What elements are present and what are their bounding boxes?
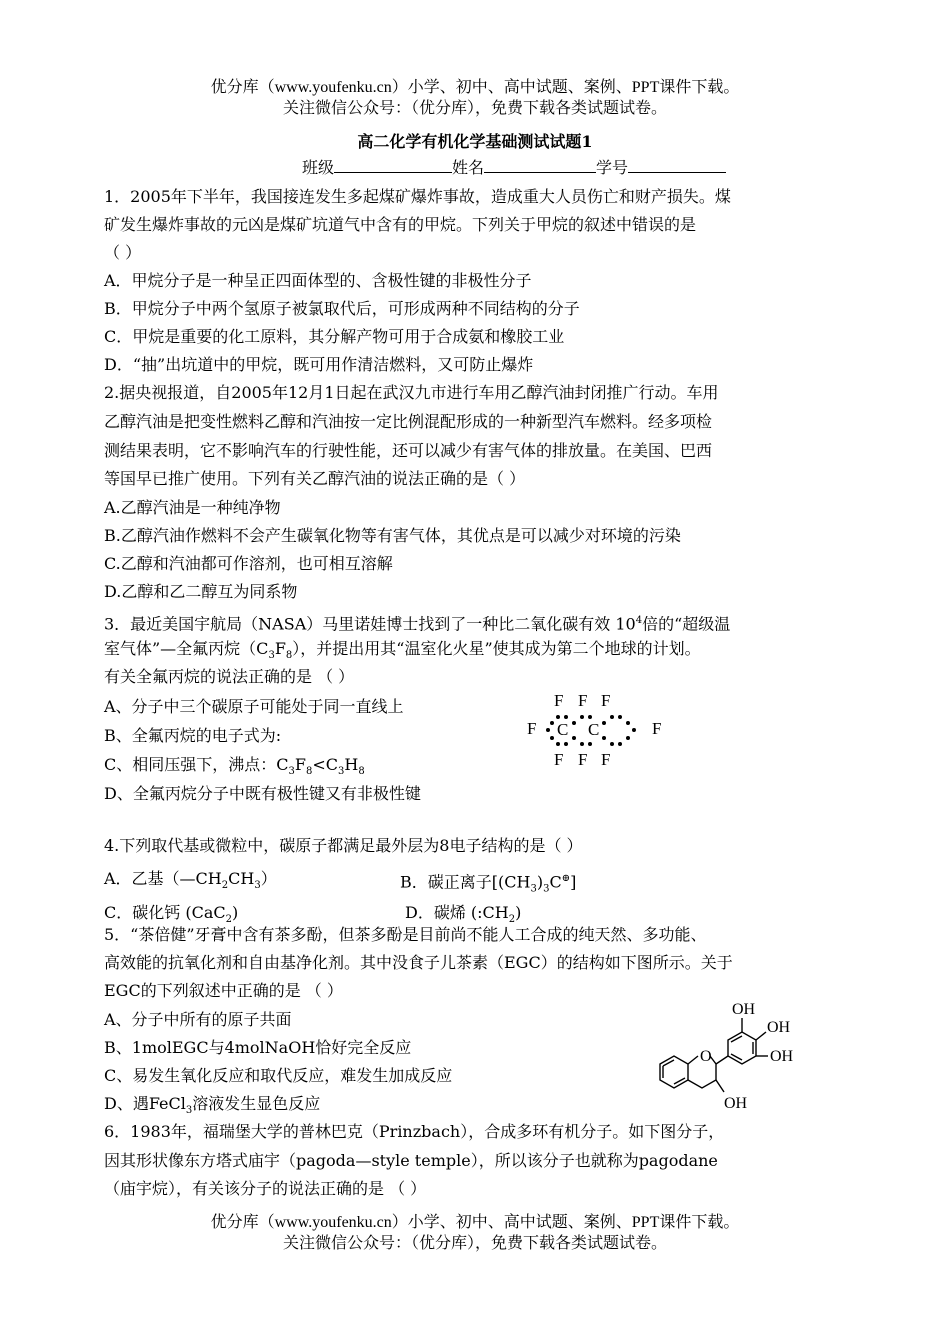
q3-exponent: 4 [635, 615, 643, 626]
q6-line-3: （庙宇烷），有关该分子的说法正确的是 （ ） [104, 1179, 427, 1198]
egc-structure-diagram [630, 990, 840, 1120]
sup: ⊕ [561, 873, 571, 884]
q4-option-b [400, 869, 576, 900]
q1-option-c: C．甲烷是重要的化工原料，其分解产物可用于合成氨和橡胶工业 [104, 327, 565, 346]
atom-f: F [601, 750, 611, 769]
q2-option-d: D.乙醇和乙二醇互为同系物 [104, 582, 298, 601]
q3-c-h: H [344, 755, 359, 774]
sub: 8 [305, 766, 313, 778]
student-info-fields [302, 157, 726, 178]
q4-b-text: B．碳正离子[(CH [400, 872, 531, 892]
q4-a-ch: CH [228, 869, 255, 888]
q4-b-close: ] [570, 872, 577, 892]
atom-f: F [578, 691, 588, 710]
q3-line-2-end: ），并提出用其“温室化火星”使其成为第二个地球的计划。 [292, 639, 701, 658]
sub: 3 [543, 883, 550, 895]
q5-option-c: C、易发生氧化反应和取代反应，难发生加成反应 [104, 1066, 453, 1085]
q2-line-1: 2.据央视报道，自2005年12月1日起在武汉九市进行车用乙醇汽油封闭推广行动。车用 [104, 383, 719, 402]
atom-f: F [578, 750, 588, 769]
atom-f: F [601, 691, 611, 710]
header-line-2: 关注微信公众号：（优分库），免费下载各类试题试卷。 [282, 100, 667, 117]
q4-d-close: ) [515, 903, 522, 922]
footer-line-2: 关注微信公众号：（优分库），免费下载各类试题试卷。 [282, 1235, 667, 1252]
q4-d-text: D．碳烯 (:CH [405, 903, 509, 922]
q3-formula-f: F [274, 639, 286, 658]
q3-option-a: A、分子中三个碳原子可能处于同一直线上 [104, 697, 404, 716]
oh-label-bottom: OH [724, 1095, 748, 1112]
q2-line-3: 测结果表明，它不影响汽车的行驶性能，还可以减少有害气体的排放量。在美国、巴西 [104, 441, 713, 460]
atom-f: F [554, 750, 564, 769]
q5-option-a: A、分子中所有的原子共面 [104, 1010, 292, 1029]
q3-line-1-text: 3．最近美国宇航局（NASA）马里诺娃博士找到了一种比二氧化碳有效 10 [104, 614, 636, 634]
sub: 3 [288, 766, 295, 778]
atom-f: F [554, 691, 564, 710]
q4-a-text: A．乙基（—CH [104, 869, 222, 888]
sub: 3 [338, 766, 345, 778]
sub: 3 [530, 883, 537, 895]
name-blank[interactable] [484, 157, 596, 173]
q5-line-3: EGC的下列叙述中正确的是 （ ） [104, 981, 343, 1000]
q5-line-2: 高效能的抗氧化剂和自由基净化剂。其中没食子儿茶素（EGC）的结构如下图所示。关于 [104, 953, 733, 972]
atom-f: F [527, 719, 537, 738]
footer-line-1: 优分库（www.youfenku.cn）小学、初中、高中试题、案例、PPT课件下载。 [210, 1214, 740, 1231]
q1-line-3: （ ） [104, 243, 142, 262]
sub: 2 [225, 914, 232, 926]
page-title: 高二化学有机化学基础测试试题1 [357, 132, 593, 151]
sub: 3 [185, 1105, 193, 1117]
q1-option-a: A．甲烷分子是一种呈正四面体型的、含极性键的非极性分子 [104, 271, 532, 290]
q4-b-c: C [549, 872, 562, 892]
sub: 8 [358, 766, 365, 778]
q3-c-text: C、相同压强下，沸点：C [104, 755, 289, 774]
q3-line-2-text: 室气体”—全氟丙烷（C [104, 639, 269, 658]
number-blank[interactable] [628, 157, 726, 173]
q3-c-f: F [294, 755, 306, 774]
sub: 2 [508, 914, 516, 926]
q5-option-d [104, 1094, 320, 1121]
q1-option-d: D．“抽”出坑道中的甲烷，既可用作清洁燃料，又可防止爆炸 [104, 355, 534, 374]
oh-label-right: OH [770, 1048, 794, 1065]
q1-line-1: 1．2005年下半年，我国接连发生多起煤矿爆炸事故，造成重大人员伤亡和财产损失。煤 [104, 187, 731, 206]
q5-d-text: D、遇FeCl [104, 1094, 186, 1113]
q6-line-1: 6．1983年，福瑞堡大学的普林巴克（Prinzbach），合成多环有机分子。如下图分子， [104, 1122, 725, 1141]
oxygen-label: O [700, 1048, 712, 1065]
q1-line-2: 矿发生爆炸事故的元凶是煤矿坑道气中含有的甲烷。下列关于甲烷的叙述中错误的是 [104, 215, 697, 234]
atom-c: C [557, 720, 569, 739]
sub: 2 [221, 880, 229, 892]
number-label: 学号 [596, 158, 629, 177]
q2-option-c: C.乙醇和汽油都可作溶剂，也可相互溶解 [104, 554, 393, 573]
q1-option-b: B．甲烷分子中两个氢原子被氯取代后，可形成两种不同结构的分子 [104, 299, 580, 318]
sub: 3 [254, 880, 261, 892]
atom-c: C [588, 720, 600, 739]
q3-line-2 [104, 639, 701, 666]
name-label: 姓名 [452, 158, 485, 177]
q3-line-1 [104, 611, 730, 634]
atom-f: F [652, 719, 662, 738]
q2-option-b: B.乙醇汽油作燃料不会产生碳氧化物等有害气体，其优点是可以减少对环境的污染 [104, 526, 681, 545]
oh-label-top: OH [732, 1001, 756, 1018]
q5-option-b: B、1molEGC与4molNaOH恰好完全反应 [104, 1038, 412, 1057]
q4-line-1: 4.下列取代基或微粒中，碳原子都满足最外层为8电子结构的是（ ） [104, 836, 583, 855]
q3-line-1-end: 倍的“超级温 [642, 614, 731, 634]
q3-c-less-than: <C [312, 755, 339, 774]
q2-line-2: 乙醇汽油是把变性燃料乙醇和汽油按一定比例混配形成的一种新型汽车燃料。经多项检 [104, 412, 713, 431]
sub: 3 [268, 650, 275, 662]
q5-d-end: 溶液发生显色反应 [192, 1094, 321, 1113]
q2-option-a: A.乙醇汽油是一种纯净物 [104, 498, 281, 517]
class-blank[interactable] [334, 157, 452, 173]
q4-b-paren: ) [536, 872, 544, 892]
sub: 8 [285, 650, 293, 662]
q4-c-text: C．碳化钙 (CaC [104, 903, 226, 922]
q5-line-1: 5．“茶倍健”牙膏中含有茶多酚，但茶多酚是目前尚不能人工合成的纯天然、多功能、 [104, 925, 707, 944]
q3-line-3: 有关全氟丙烷的说法正确的是 （ ） [104, 667, 355, 686]
q3-option-c [104, 755, 365, 782]
electron-dots [540, 710, 650, 752]
q4-option-a [104, 869, 277, 896]
header-line-1: 优分库（www.youfenku.cn）小学、初中、高中试题、案例、PPT课件下载。 [210, 79, 740, 96]
oh-label-upper-right: OH [767, 1019, 791, 1036]
q3-option-d: D、全氟丙烷分子中既有极性键又有非极性键 [104, 784, 421, 803]
q6-line-2: 因其形状像东方塔式庙宇（pagoda—style temple），所以该分子也就称为pagodane [104, 1151, 718, 1170]
q2-line-4: 等国早已推广使用。下列有关乙醇汽油的说法正确的是（ ） [104, 469, 526, 488]
q4-a-close: ） [260, 869, 277, 888]
class-label: 班级 [302, 158, 335, 177]
q3-option-b: B、全氟丙烷的电子式为: [104, 726, 282, 745]
q4-c-close: ) [231, 903, 239, 922]
